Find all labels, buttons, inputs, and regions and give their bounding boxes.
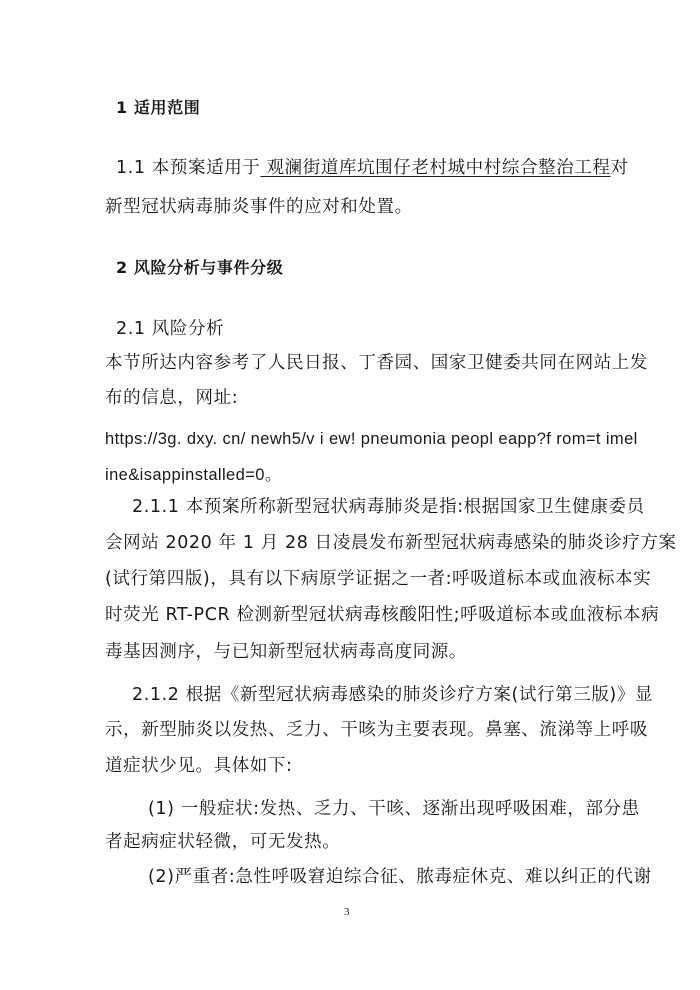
paragraph-1-1-line-1 xyxy=(116,157,629,179)
paragraph-2-1-1-line-2: 会网站 2020 年 1 月 28 日凌晨发布新型冠状病毒感染的肺炎诊疗方案 xyxy=(105,533,677,553)
paragraph-2-1-1-line-1: 2.1.1 本预案所称新型冠状病毒肺炎是指:根据国家卫生健康委员 xyxy=(132,497,645,517)
url-line-1: https://3g. dxy. cn/ newh5/v i ew! pneumonia peopl eapp?f rom=t imel xyxy=(105,430,638,448)
paragraph-2-1-2-line-2: 示，新型肺炎以发热、乏力、干咳为主要表现。鼻塞、流涕等上呼吸 xyxy=(105,720,648,740)
intro-line-2: 布的信息，网址: xyxy=(105,388,239,408)
project-name: 观澜街道库坑围仔老村城中村综合整治工程 xyxy=(260,158,611,178)
section-2-heading: 2 风险分析与事件分级 xyxy=(116,258,284,277)
subsection-2-1-heading: 2.1 风险分析 xyxy=(116,319,225,339)
list-item-2-line-1: (2)严重者:急性呼吸窘迫综合征、脓毒症休克、难以纠正的代谢 xyxy=(148,867,652,887)
list-item-1-line-1: (1) 一般症状:发热、乏力、干咳、逐渐出现呼吸困难，部分患 xyxy=(148,799,640,819)
paragraph-2-1-1-line-4: 时荧光 RT-PCR 检测新型冠状病毒核酸阳性;呼吸道标本或血液标本病 xyxy=(105,605,660,625)
url-line-2: ine&isappinstalled=0。 xyxy=(105,466,282,484)
paragraph-1-1-suffix: 对 xyxy=(610,158,629,178)
paragraph-1-1-line-2: 新型冠状病毒肺炎事件的应对和处置。 xyxy=(105,197,413,217)
intro-line-1: 本节所达内容参考了人民日报、丁香园、国家卫健委共同在网站上发 xyxy=(105,353,648,373)
list-item-1-line-2: 者起病症状轻微，可无发热。 xyxy=(105,832,341,852)
section-1-heading: 1 适用范围 xyxy=(116,98,201,117)
paragraph-2-1-2-line-1: 2.1.2 根据《新型冠状病毒感染的肺炎诊疗方案(试行第三版)》显 xyxy=(132,685,654,705)
paragraph-1-1-prefix: 1.1 本预案适用于 xyxy=(116,158,261,178)
paragraph-2-1-1-line-5: 毒基因测序，与已知新型冠状病毒高度同源。 xyxy=(105,642,467,662)
paragraph-2-1-2-line-3: 道症状少见。具体如下: xyxy=(105,756,293,776)
paragraph-2-1-1-line-3: (试行第四版)，具有以下病原学证据之一者:呼吸道标本或血液标本实 xyxy=(105,569,652,589)
page-number: 3 xyxy=(344,906,350,918)
